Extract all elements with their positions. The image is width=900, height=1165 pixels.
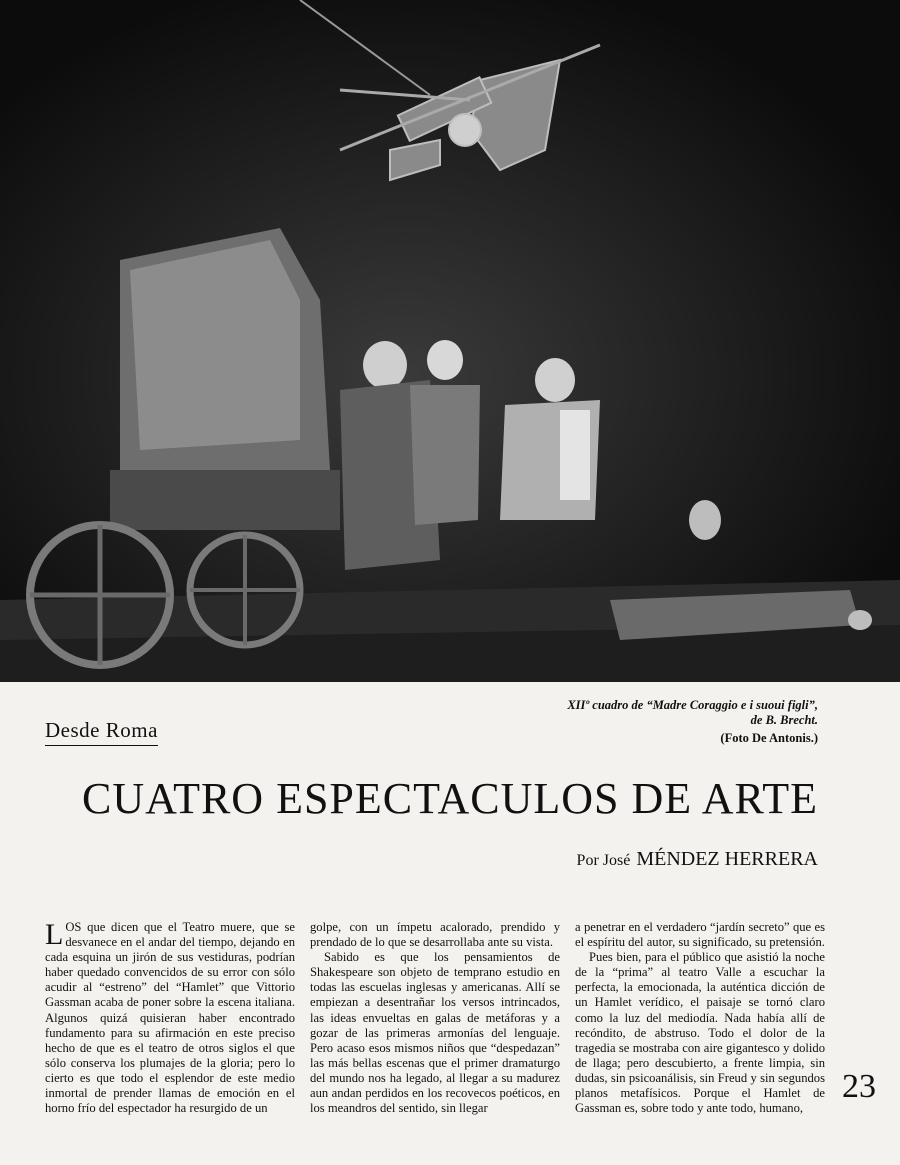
body-column-3 [575,920,825,1160]
article-body [45,920,825,1160]
byline-prefix: Por José [576,852,631,869]
byline [577,848,818,871]
page-number: 23 [842,1068,876,1105]
photo-caption [563,698,818,746]
paragraph: Pues bien, para el público que asistió la noche de la “prima” al teatro Valle a escuchar la perfecta, la emocionada, la auténtica dicción de un Hamlet verídico, el paisaje se tornó claro como la luz del mediodía. Nada había allí de recóndito, de abstruso. Todo el dolor de la tragedia se mostraba con aire gigantesco y dolido de llaga; pero descubierto, a frente limpia, sin dudas, sin psicoanálisis, sin Freud y sin segundos planos metafísicos. Porque el Hamlet de Gassman es, sobre todo y ante todo, humano, [575,950,825,1116]
photo-credit: (Foto De Antonis.) [720,731,818,745]
body-column-1 [45,920,295,1160]
paragraph: OS que dicen que el Teatro muere, que se desvanece en el andar del tiempo, dejando en cada esquina un jirón de sus vestiduras, podrían haber quedado convencidos de su error con sólo acudir al “estreno” del “Hamlet” que Vittorio Gassman acaba de poner sobre la escena italiana. Algunos quizá quisieran haber encontrado fundamento para su afirmación en este preciso hecho de que es el teatro de otros siglos el que sólo conserva los plumajes de la gloria; pero lo cierto es que todo el esplendor de este medio inmortal de prender llamas de emoción en el horno frío del espectador ha resurgido de un [45,920,295,1116]
paragraph: golpe, con un ímpetu acalorado, prendido y prendado de lo que se desarrollaba ante su vista. [310,920,560,950]
section-label: Desde Roma [45,718,158,746]
body-column-2 [310,920,560,1160]
paragraph: Sabido es que los pensamientos de Shakespeare son objeto de temprano estudio en todas las escuelas inglesas y americanas. Allí se empiezan a desentrañar los versos intrincados, las ideas envueltas en galas de metáforas y a gozar de las primeras armonías del lenguaje. Pero acaso esos mismos niños que “despedazan” las más bellas escenas que el primer dramaturgo del mundo nos ha legado, al llegar a su madurez aun andan perdidos en los recovecos poéticos, en los meandros del sentido, sin llegar [310,950,560,1116]
byline-author: MÉNDEZ HERRERA [636,848,818,870]
caption-text: XIIº cuadro de “Madre Coraggio e i suoui figli”, de B. Brecht. [567,698,818,727]
paragraph: a penetrar en el verdadero “jardín secreto” que es el espíritu del autor, su significado, su pretensión. [575,920,825,950]
article-title: CUATRO ESPECTACULOS DE ARTE [82,774,818,823]
drop-cap: L [45,920,64,951]
